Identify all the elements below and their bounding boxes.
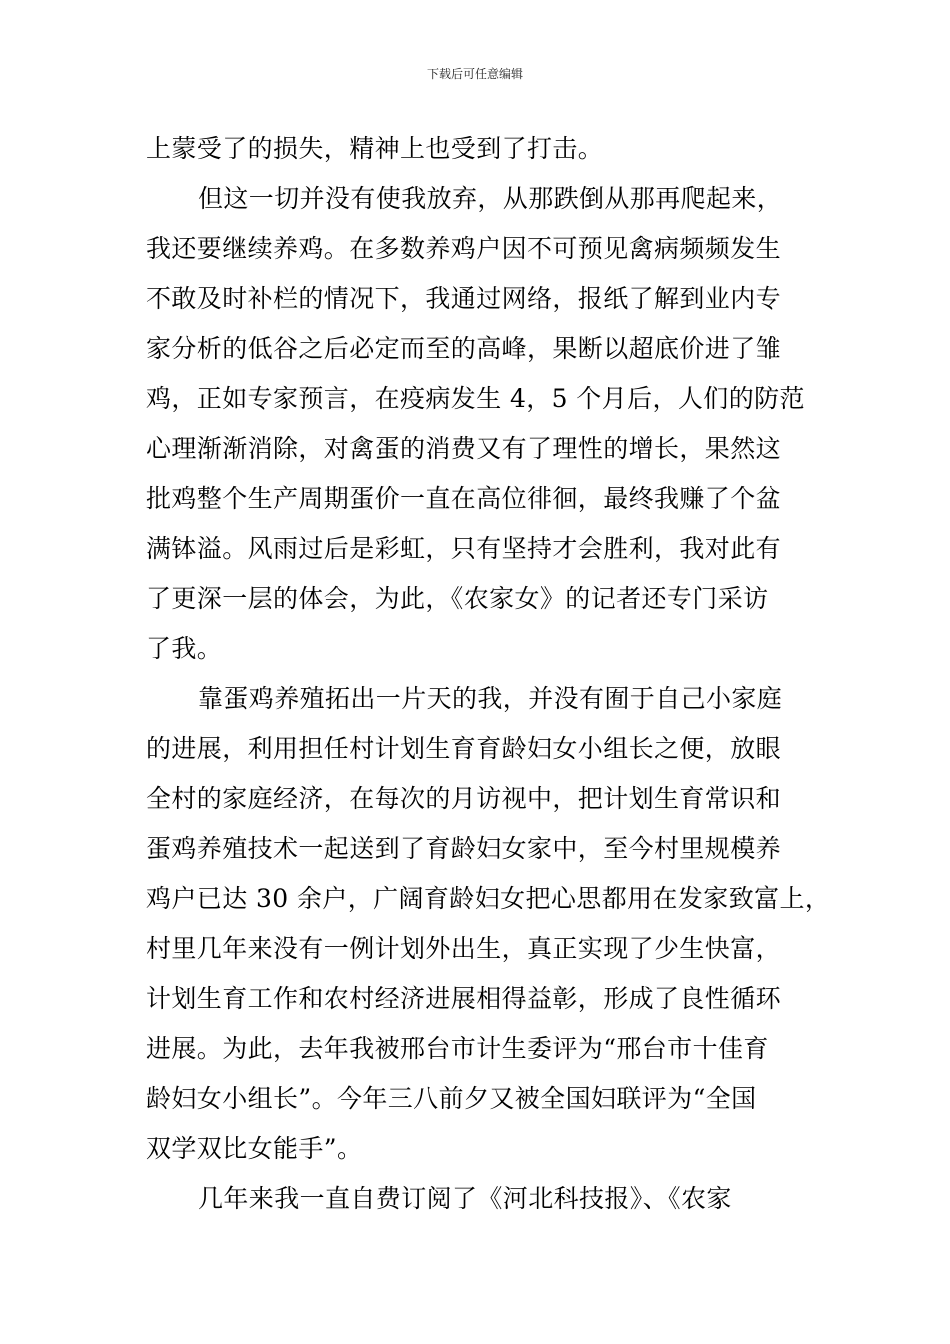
- text-line: 不敢及时补栏的情况下，我通过网络，报纸了解到业内专: [146, 284, 782, 313]
- text-line: 靠蛋鸡养殖拓出一片天的我，并没有囿于自己小家庭: [198, 684, 783, 713]
- text-line: 但这一切并没有使我放弃，从那跌倒从那再爬起来，: [198, 184, 783, 213]
- text-line: 村里几年来没有一例计划外出生，真正实现了少生快富，: [146, 934, 782, 963]
- text-line: 计划生育工作和农村经济进展相得益彰，形成了良性循环: [146, 984, 782, 1013]
- text-line: 鸡，正如专家预言，在疫病发生 4，5 个月后，人们的防范: [146, 384, 805, 413]
- text-line: 上蒙受了的损失，精神上也受到了打击。: [146, 134, 604, 163]
- page-header: 下载后可任意编辑: [426, 67, 523, 81]
- text-line: 鸡户已达 30 余户，广阔育龄妇女把心思都用在发家致富上，: [146, 884, 831, 913]
- text-line: 进展。为此，去年我被邢台市计生委评为“邢台市十佳育: [146, 1034, 769, 1063]
- document-body: [146, 124, 831, 1224]
- text-line: 全村的家庭经济，在每次的月访视中，把计划生育常识和: [146, 784, 782, 813]
- text-line: 批鸡整个生产周期蛋价一直在高位徘徊，最终我赚了个盆: [146, 484, 782, 513]
- text-line: 了我。: [146, 634, 223, 663]
- text-line: 双学双比女能手”。: [146, 1134, 363, 1163]
- text-line: 我还要继续养鸡。在多数养鸡户因不可预见禽病频频发生: [146, 234, 782, 263]
- text-line: 满钵溢。风雨过后是彩虹，只有坚持才会胜利，我对此有: [146, 534, 782, 563]
- text-line: 了更深一层的体会，为此，《农家女》的记者还专门采访: [146, 584, 769, 613]
- text-line: 家分析的低谷之后必定而至的高峰，果断以超底价进了雏: [146, 334, 782, 363]
- text-line: 的进展，利用担任村计划生育育龄妇女小组长之便，放眼: [146, 734, 782, 763]
- text-line: 几年来我一直自费订阅了《河北科技报》、《农家: [198, 1184, 732, 1213]
- text-line: 心理渐渐消除，对禽蛋的消费又有了理性的增长，果然这: [146, 434, 782, 463]
- text-line: 蛋鸡养殖技术一起送到了育龄妇女家中，至今村里规模养: [146, 834, 782, 863]
- text-line: 龄妇女小组长”。今年三八前夕又被全国妇联评为“全国: [146, 1084, 757, 1113]
